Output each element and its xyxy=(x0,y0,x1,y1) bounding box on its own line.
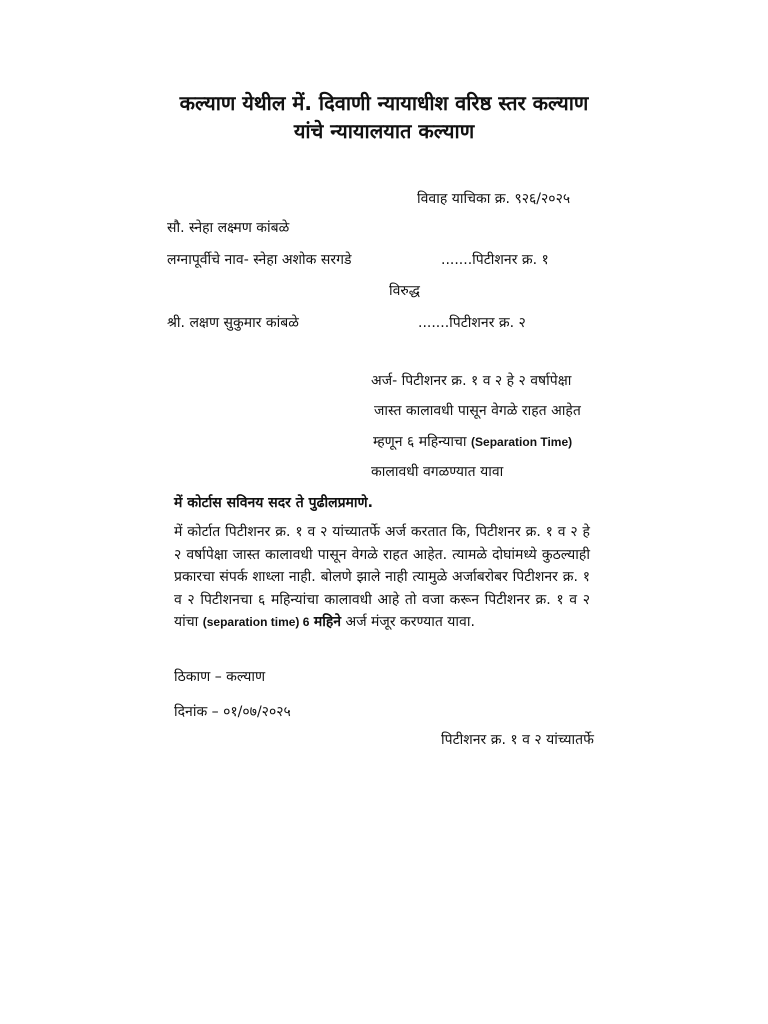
petitioner-1-name: सौ. स्नेहा लक्ष्मण कांबळे xyxy=(167,220,290,236)
separation-time-label: (Separation Time) xyxy=(471,435,573,449)
subject-line-3-text: म्हणून ६ महिन्याचा xyxy=(373,434,472,450)
petitioner-2-name: श्री. लक्षण सुकुमार कांबळे xyxy=(167,315,299,331)
body-heading: में कोर्टास सविनय सदर ते पुढीलप्रमाणे. xyxy=(174,495,373,511)
signature-line: पिटीशनर क्र. १ व २ यांच्यातर्फे xyxy=(441,732,594,748)
date-line: दिनांक – ०१/०७/२०२५ xyxy=(174,704,291,720)
subject-line-4: कालावधी वगळण्यात यावा xyxy=(371,464,504,480)
subject-line-3 xyxy=(373,432,572,452)
petitioner-1-role: .......पिटीशनर क्र. १ xyxy=(441,252,549,268)
petitioner-2-role: .......पिटीशनर क्र. २ xyxy=(418,315,526,331)
petition-number: विवाह याचिका क्र. ९२६/२०२५ xyxy=(417,191,571,207)
body-paragraph-end: अर्ज मंजूर करण्यात यावा. xyxy=(341,614,475,630)
body-paragraph-months: महिने xyxy=(313,614,342,630)
body-paragraph-separation-time: (separation time) 6 xyxy=(202,615,310,629)
court-title-line-1: कल्याण येथील में. दिवाणी न्यायाधीश वरिष्ठ स्तर कल्याण xyxy=(179,91,589,115)
subject-line-1: अर्ज- पिटीशनर क्र. १ व २ हे २ वर्षापेक्षा xyxy=(371,373,572,389)
court-title-line-2: यांचे न्यायालयात कल्याण xyxy=(293,119,475,143)
subject-line-2: जास्त कालावधी पासून वेगळे राहत आहेत xyxy=(374,403,581,419)
body-paragraph-main: में कोर्टात पिटीशनर क्र. १ व २ यांच्यातर्फे अर्ज करतात कि, पिटीशनर क्र. १ व २ हे २ वर्षापेक्षा जास्त कालावधी पासून वेगळे राहत आहेत. त्यामळे दोघांमध्ये कुठल्याही प्रकारचा संपर्क शाध्ला नाही. बोलणे झाले नाही त्यामुळे अर्जाबरोबर पिटीशनर क्र. १ व २ पिटीशनचा ६ महिन्यांचा कालावधी आहे तो वजा करून पिटीशनर क्र. १ व २ यांचा xyxy=(174,524,590,630)
petitioner-1-maiden-name: लग्नापूर्वीचे नाव- स्नेहा अशोक सरगडे xyxy=(167,252,352,268)
place-line: ठिकाण – कल्याण xyxy=(174,669,266,685)
body-paragraph xyxy=(174,521,590,634)
versus-label: विरुद्ध xyxy=(389,283,420,299)
